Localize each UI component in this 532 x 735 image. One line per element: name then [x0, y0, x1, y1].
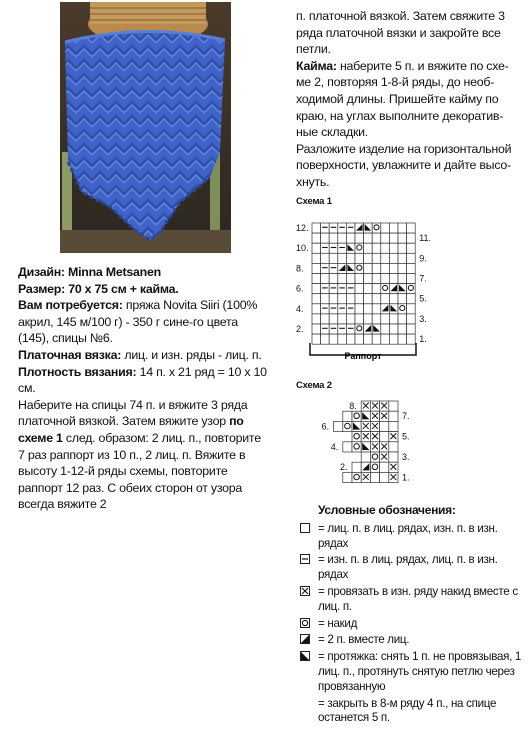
design-line: Дизайн: Minna Metsanen	[18, 265, 161, 279]
garter-line: Платочная вязка: лиц. и изн. ряды - лиц. п.	[18, 347, 262, 362]
legend-item: = изн. п. в лиц. рядах, лиц. п. в изн. рядах	[298, 553, 523, 583]
scheme1-row-label: 8.	[296, 263, 304, 274]
finishing-text: Разложите изделие на горизонтальной поверхности, увлажните и дайте высо-хнуть.	[296, 141, 512, 189]
size-line: Размер: 70 х 75 см + кайма.	[18, 281, 179, 296]
border-line: Кайма: наберите 5 п. и вяжите по схе-ме 2, повторяя 1-8-й ряды, до необ-ходимой длины. Пришейте кайму по краю, на углах выполните декоратив-ные складки.	[296, 58, 509, 140]
scheme2-row-label: 7.	[402, 411, 410, 422]
scheme2-row-label: 1.	[402, 472, 410, 483]
scheme1-title: Схема 1	[296, 196, 332, 207]
scheme2-cell	[389, 401, 398, 411]
scheme1-row-label: 7.	[419, 273, 427, 284]
triangle-square-icon	[300, 634, 310, 644]
scheme2-cell	[334, 421, 343, 431]
legend-item: = 2 п. вместе лиц.	[298, 633, 523, 648]
scheme1-row-label: 12.	[296, 223, 309, 233]
legend-item: = накид	[298, 617, 523, 632]
scheme2-cell	[370, 472, 379, 482]
empty-square-icon	[300, 523, 310, 533]
scheme2-title: Схема 2	[296, 380, 332, 391]
scheme2-row-label: 8.	[349, 401, 357, 411]
scheme2-cell	[352, 462, 361, 472]
scheme2-row-label: 6.	[321, 421, 330, 432]
scheme2-cell	[380, 421, 389, 431]
legend-item: = провязать в изн. ряду накид вместе с лиц. п.	[298, 585, 523, 615]
scheme1-row-label: 11.	[419, 233, 432, 244]
legend-item: = лиц. п. в лиц. рядах, изн. п. в изн. рядах	[298, 522, 523, 552]
scheme2-row-label: 5.	[402, 431, 410, 442]
scheme2-cell	[380, 462, 389, 472]
repeat-label: Раппорт	[344, 351, 382, 361]
scheme2-cell	[343, 411, 352, 421]
scheme1-row-label: 4.	[296, 303, 304, 314]
scheme1-row-label: 3.	[419, 313, 427, 324]
scheme2-cell	[380, 432, 389, 442]
circle-square-icon	[300, 618, 310, 628]
scheme2-cell	[380, 472, 389, 482]
continued-text: п. платочной вязкой. Затем свяжите 3 ряда платочной вязки и закройте все петли.	[296, 9, 505, 57]
flag-square-icon	[300, 651, 310, 661]
scheme1-row-label: 10.	[296, 243, 309, 254]
scheme1-row-label: 9.	[419, 253, 427, 264]
scheme1-row-label: 1.	[419, 334, 427, 345]
scheme2-cell	[343, 472, 352, 482]
dash-square-icon	[300, 554, 310, 564]
scheme2-row-label: 3.	[402, 452, 410, 462]
gauge-line: Плотность вязания: 14 п. х 21 ряд = 10 х 10 см.	[18, 364, 267, 396]
scheme2-cell	[389, 421, 398, 431]
scheme2-cell	[389, 442, 398, 452]
scheme2-cell	[389, 452, 398, 462]
legend-title: Условные обозначения:	[318, 503, 456, 517]
scheme1-row-label: 6.	[296, 283, 304, 294]
scheme2-cell	[361, 452, 370, 462]
scheme1-row-label: 2.	[296, 324, 304, 334]
legend-item: = протяжка: снять 1 п. не провязывая, 1 лиц. п., протянуть снятую петлю через провязанную	[298, 650, 523, 694]
scheme1-row-label: 5.	[419, 293, 427, 304]
bind-off-icon	[300, 698, 310, 708]
scheme2-row-label: 2.	[340, 462, 348, 473]
legend-item: = закрыть в 8-м ряду 4 п., на спице останется 5 п.	[298, 697, 523, 727]
scheme2-row-label: 4.	[330, 441, 339, 452]
scheme2-cell	[389, 411, 398, 421]
cross-square-icon	[300, 586, 310, 596]
legend	[298, 503, 523, 728]
scheme2-cell	[343, 442, 352, 452]
instructions-text: Наберите на спицы 74 п. и вяжите 3 ряда платочной вязкой. Затем вяжите узор по схеме 1 след. образом: 2 лиц. п., повторите 7 раз раппорт из 10 п., 2 лиц. п. Вяжите в высоту 1-12-й ряды схемы, повторите раппорт 12 раз. С обеих сторон от узора всегда вяжите 2	[18, 397, 261, 512]
materials-line: Вам потребуется: пряжа Novita Siiri (100% акрил, 145 м/100 г) - 350 г сине-го цвета (145), спицы №6.	[18, 298, 258, 346]
